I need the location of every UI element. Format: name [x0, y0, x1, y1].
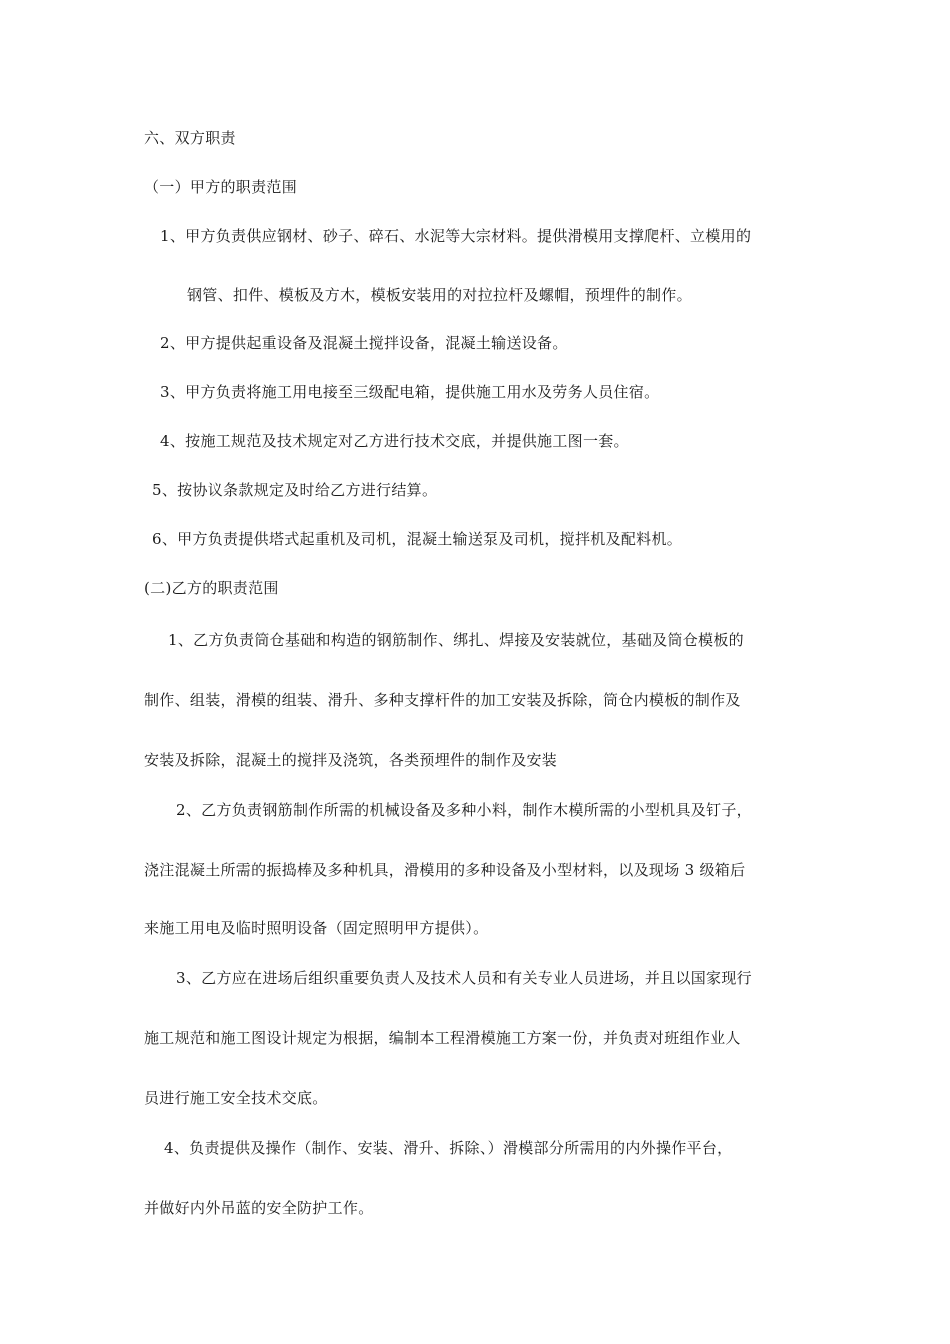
party-b-item3-line2: 施工规范和施工图设计规定为根据，编制本工程滑模施工方案一份，并负责对班组作业人 — [144, 1029, 741, 1047]
party-b-item1-line1: 1、乙方负责筒仓基础和构造的钢筋制作、绑扎、焊接及安装就位，基础及筒仓模板的 — [168, 631, 744, 649]
party-b-item4-line2: 并做好内外吊蓝的安全防护工作。 — [144, 1199, 374, 1217]
party-a-item1-line2: 钢管、扣件、模板及方木，模板安装用的对拉拉杆及螺帽，预埋件的制作。 — [187, 286, 692, 304]
section-title: 六、双方职责 — [144, 129, 236, 147]
party-b-item4-line1: 4、负责提供及操作（制作、安装、滑升、拆除、）滑模部分所需用的内外操作平台， — [164, 1139, 733, 1157]
party-b-item3-line1: 3、乙方应在进场后组织重要负责人及技术人员和有关专业人员进场，并且以国家现行 — [176, 969, 752, 987]
party-a-heading: （一）甲方的职责范围 — [144, 178, 298, 196]
party-a-item4: 4、按施工规范及技术规定对乙方进行技术交底，并提供施工图一套。 — [160, 432, 629, 450]
party-b-item2-line1: 2、乙方负责钢筋制作所需的机械设备及多种小料，制作木模所需的小型机具及钉子， — [176, 801, 752, 819]
party-a-item1-line1: 1、甲方负责供应钢材、砂子、碎石、水泥等大宗材料。提供滑模用支撑爬杆、立模用的 — [160, 227, 752, 245]
party-b-item3-line3: 员进行施工安全技术交底。 — [144, 1089, 328, 1107]
party-b-item1-line3: 安装及拆除，混凝土的搅拌及浇筑，各类预埋件的制作及安装 — [144, 751, 558, 769]
party-a-item3: 3、甲方负责将施工用电接至三级配电箱，提供施工用水及劳务人员住宿。 — [160, 383, 660, 401]
party-b-item2-line3: 来施工用电及临时照明设备（固定照明甲方提供）。 — [144, 919, 489, 937]
party-b-item2-line2: 浇注混凝土所需的振捣棒及多种机具，滑模用的多种设备及小型材料，以及现场 3 级箱后 — [144, 861, 746, 879]
party-b-heading: (二)乙方的职责范围 — [144, 579, 279, 597]
party-a-item2: 2、甲方提供起重设备及混凝土搅拌设备，混凝土输送设备。 — [160, 334, 568, 352]
party-a-item5: 5、按协议条款规定及时给乙方进行结算。 — [152, 481, 438, 499]
party-a-item6: 6、甲方负责提供塔式起重机及司机，混凝土输送泵及司机，搅拌机及配料机。 — [152, 530, 683, 548]
party-b-item1-line2: 制作、组装，滑模的组装、滑升、多种支撑杆件的加工安装及拆除，筒仓内模板的制作及 — [144, 691, 741, 709]
